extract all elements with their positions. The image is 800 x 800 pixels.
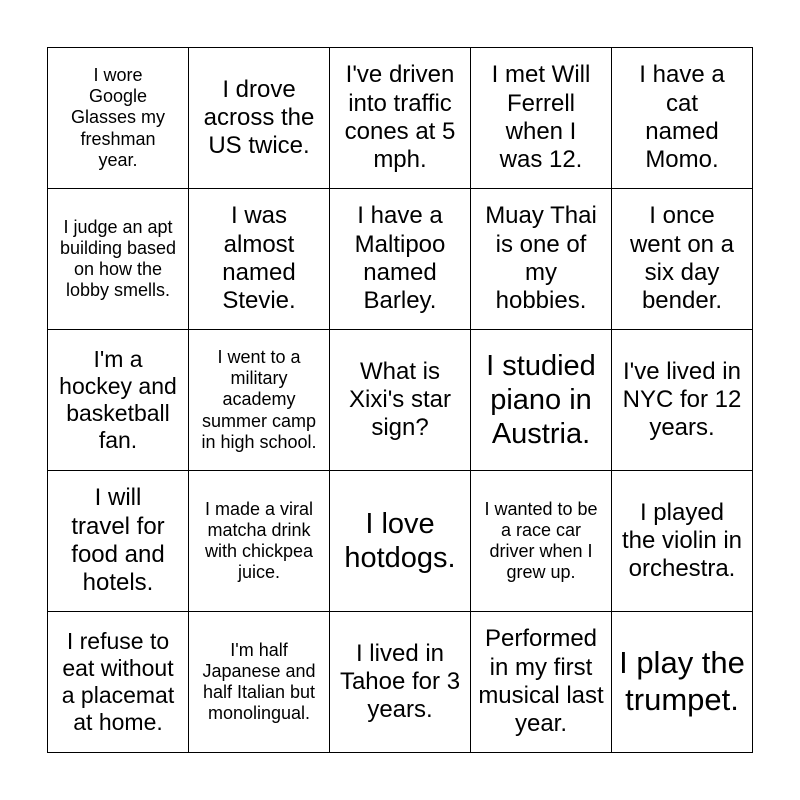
square-text: I once went on a six day bender.	[629, 202, 735, 315]
square-text: I met Will Ferrell when I was 12.	[491, 61, 591, 174]
square-text: I judge an apt building based on how the lobby smells.	[59, 216, 177, 301]
bingo-square[interactable]	[612, 471, 753, 612]
bingo-square[interactable]	[330, 189, 471, 330]
square-text: Muay Thai is one of my hobbies.	[485, 202, 597, 315]
bingo-square[interactable]	[471, 471, 612, 612]
bingo-square[interactable]	[48, 471, 189, 612]
square-text: I played the violin in orchestra.	[621, 498, 743, 583]
bingo-square[interactable]	[189, 48, 330, 189]
bingo-square[interactable]	[612, 48, 753, 189]
bingo-square[interactable]	[189, 612, 330, 753]
square-text: I wanted to be a race car driver when I grew up.	[484, 498, 598, 583]
bingo-square[interactable]	[471, 612, 612, 753]
bingo-square[interactable]	[330, 612, 471, 753]
square-text: I'm a hockey and basketball fan.	[59, 345, 177, 454]
square-text: I play the trumpet.	[619, 645, 745, 717]
bingo-square[interactable]	[48, 330, 189, 471]
square-text: What is Xixi's star sign?	[349, 357, 451, 442]
bingo-square[interactable]	[48, 189, 189, 330]
bingo-square[interactable]	[471, 189, 612, 330]
square-text: I will travel for food and hotels.	[71, 484, 165, 597]
bingo-square[interactable]	[48, 48, 189, 189]
square-text: I've driven into traffic cones at 5 mph.	[344, 61, 456, 174]
bingo-square[interactable]	[612, 189, 753, 330]
bingo-square[interactable]	[189, 471, 330, 612]
bingo-card	[47, 47, 753, 753]
square-text: I have a cat named Momo.	[639, 61, 725, 174]
bingo-square[interactable]	[471, 48, 612, 189]
square-text: I lived in Tahoe for 3 years.	[339, 639, 461, 724]
square-text: I made a viral matcha drink with chickpea juice.	[204, 498, 314, 583]
square-text: I refuse to eat without a placemat at home.	[61, 627, 175, 736]
bingo-square[interactable]	[612, 612, 753, 753]
bingo-square[interactable]	[471, 330, 612, 471]
bingo-square[interactable]	[189, 330, 330, 471]
bingo-square[interactable]	[330, 471, 471, 612]
bingo-square[interactable]	[189, 189, 330, 330]
bingo-square[interactable]	[330, 48, 471, 189]
square-text: I'm half Japanese and half Italian but monolingual.	[202, 639, 316, 724]
square-text: I wore Google Glasses my freshman year.	[70, 64, 166, 170]
square-text: I love hotdogs.	[344, 507, 456, 574]
bingo-square center-square[interactable]	[330, 330, 471, 471]
square-text: I drove across the US twice.	[203, 75, 315, 160]
square-text: I was almost named Stevie.	[222, 202, 296, 315]
bingo-square[interactable]	[612, 330, 753, 471]
square-text: I studied piano in Austria.	[486, 349, 596, 451]
square-text: I have a Maltipoo named Barley.	[354, 202, 446, 315]
bingo-square[interactable]	[48, 612, 189, 753]
square-text: Performed in my first musical last year.	[478, 625, 604, 738]
square-text: I've lived in NYC for 12 years.	[622, 357, 742, 442]
square-text: I went to a military academy summer camp in high school.	[201, 346, 317, 452]
